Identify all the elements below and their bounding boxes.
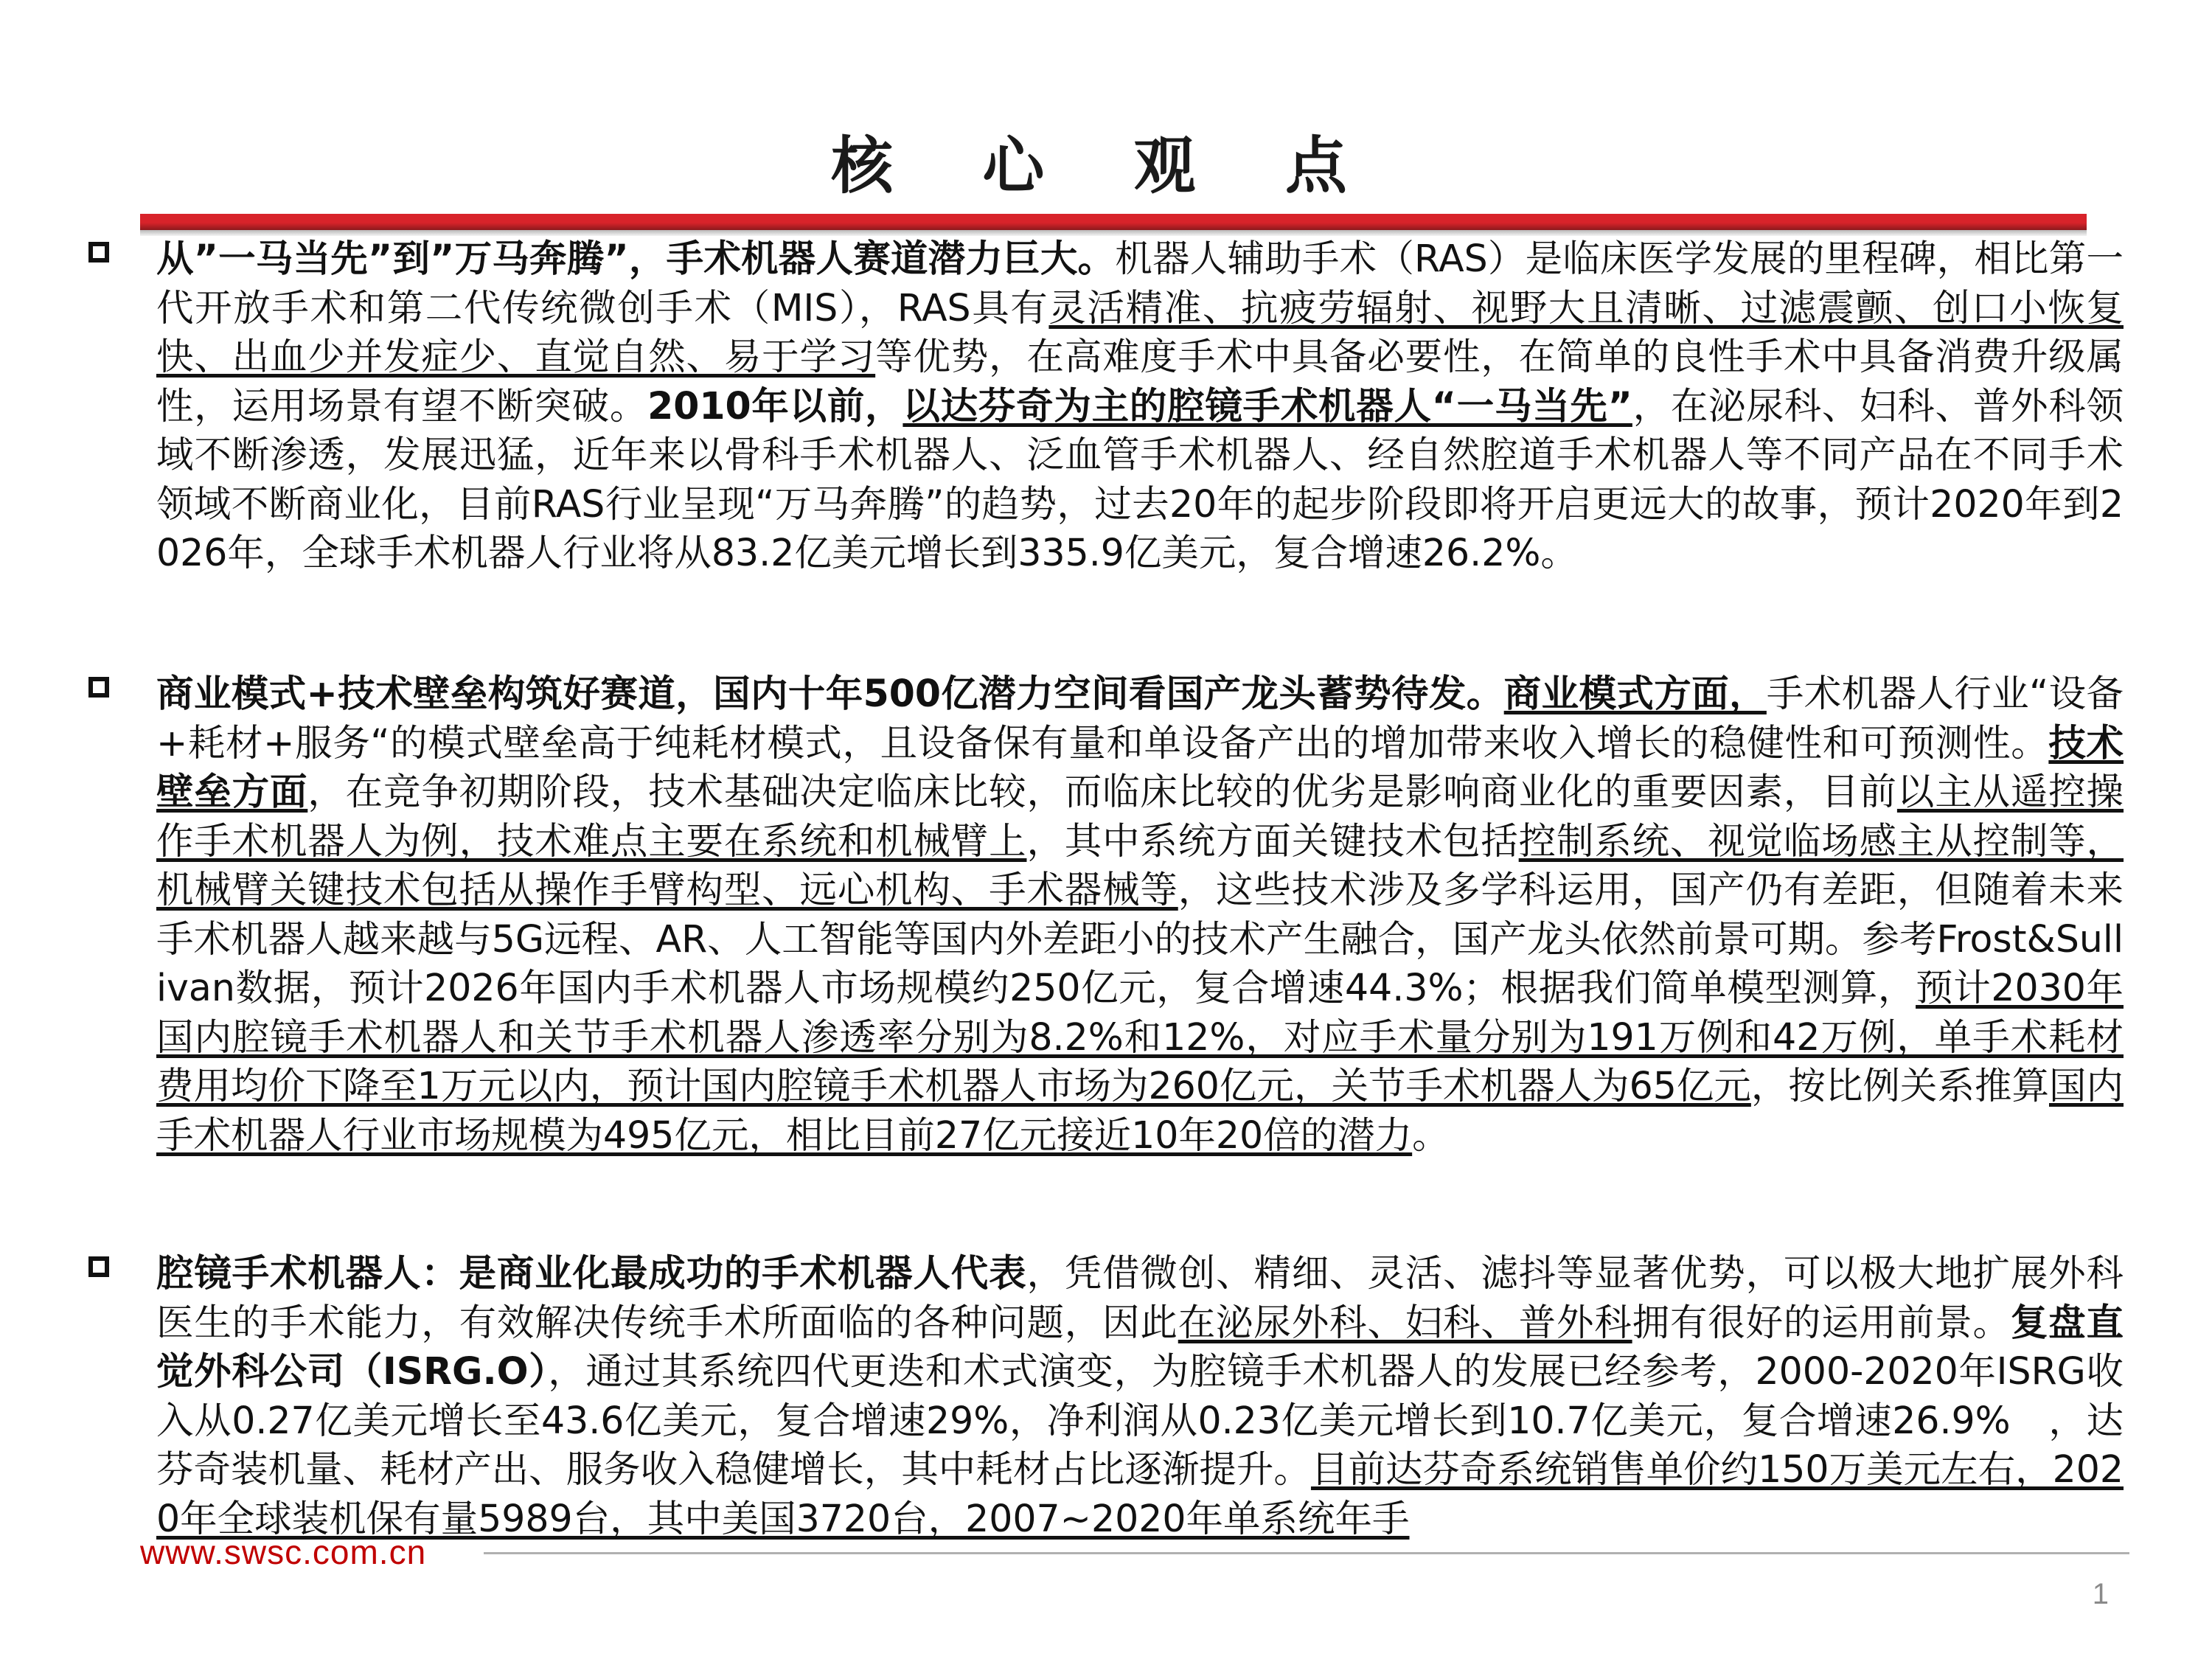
key-point-paragraph — [156, 1249, 2124, 1543]
text-run: ，凭借微创、精细、灵活、滤抖等显著优势，可以极大地扩展外科医生的手术能力，有效解决传统手术所面临的各种问题，因此 — [156, 1251, 2124, 1344]
text-run: 灵活精准、抗疲劳辐射、视野大且清晰、过滤震颤、创口小恢复快、出血少并发症少、直觉自然、易于学习 — [156, 285, 2124, 378]
text-run: ，通过其系统四代更迭和术式演变，为腔镜手术机器人的发展已经参考，2000-2020年ISRG收入从0.27亿美元增长至43.6亿美元，复合增速29%，净利润从0.23亿美元增长到10.7亿美元，复合增速26.9% ，达芬奇装机量、耗材产出、服务收入稳健增长，其中耗材占比逐渐提升。 — [156, 1349, 2124, 1491]
text-run: 国内手术机器人行业市场规模为495亿元，相比目前27亿元接近10年20倍的潜力 — [156, 1064, 2124, 1157]
text-run: 等优势，在高难度手术中具备必要性，在简单的良性手术中具备消费升级属性，运用场景有望不断突破。 — [156, 335, 2124, 428]
text-run: 以主从遥控操作手术机器人为例，技术难点主要在系统和机械臂上 — [156, 770, 2124, 863]
text-run: 。 — [1412, 1113, 1450, 1157]
key-point-paragraph — [156, 234, 2124, 578]
text-run: 商业模式+技术壁垒构筑好赛道，国内十年500亿潜力空间看国产龙头蓄势待发。 — [156, 672, 1504, 715]
text-run: 技术壁垒方面 — [156, 720, 2124, 813]
text-run: 在泌尿外科、妇科、普外科 — [1178, 1300, 1632, 1344]
key-point-paragraph — [156, 669, 2124, 1160]
text-run: 以达芬奇为主的腔镜手术机器人“一马当先” — [902, 383, 1632, 428]
footer-divider — [484, 1552, 2129, 1554]
text-run: 手术机器人行业“设备+耗材+服务“的模式壁垒高于纯耗材模式，且设备保有量和单设备产出的增加带来收入增长的稳健性和可预测性。 — [156, 672, 2124, 765]
text-run: 控制系统、视觉临场感主从控制等，机械臂关键技术包括从操作手臂构型、远心机构、手术器械等 — [156, 818, 2124, 911]
page-number: 1 — [2092, 1578, 2109, 1610]
page-title: 核 心 观 点 — [831, 130, 1381, 202]
text-run: ，在泌尿科、妇科、普外科领域不断渗透，发展迅猛，近年来以骨科手术机器人、泛血管手术机器人、经自然腔道手术机器人等不同产品在不同手术领域不断商业化，目前RAS行业呈现“万马奔腾”的趋势，过去20年的起步阶段即将开启更远大的故事，预计2020年到2026年，全球手术机器人行业将从83.2亿美元增长到335.9亿美元，复合增速26.2%。 — [156, 383, 2124, 574]
title-divider-bar — [140, 214, 2087, 230]
text-run: 目前达芬奇系统销售单价约150万美元左右，2020年全球装机保有量5989台，其中美国3720台，2007~2020年单系统年手 — [156, 1447, 2124, 1540]
text-run: 商业模式方面， — [1503, 672, 1767, 715]
square-bullet-icon — [88, 242, 109, 262]
text-run: ，在竞争初期阶段，技术基础决定临床比较，而临床比较的优劣是影响商业化的重要因素，目前 — [307, 770, 1897, 813]
text-run: 预计2030年国内腔镜手术机器人和关节手术机器人渗透率分别为8.2%和12%，对应手术量分别为191万例和42万例，单手术耗材费用均价下降至1万元以内，预计国内腔镜手术机器人市场为260亿元，关节手术机器人为65亿元 — [156, 966, 2124, 1107]
text-run: 从”一马当先”到”万马奔腾”，手术机器人赛道潜力巨大。 — [156, 237, 1116, 280]
text-run: 2010年以前， — [647, 383, 903, 428]
text-run: ，其中系统方面关键技术包括 — [1026, 818, 1519, 863]
text-run: ，这些技术涉及多学科运用，国产仍有差距，但随着未来手术机器人越来越与5G远程、AR、人工智能等国内外差距小的技术产生融合，国产龙头依然前景可期。参考Frost&Sullivan数据，预计2026年国内手术机器人市场规模约250亿元，复合增速44.3%；根据我们简单模型测算， — [156, 868, 2124, 1009]
text-run: 机器人辅助手术（RAS）是临床医学发展的里程碑，相比第一代开放手术和第二代传统微创手术（MIS），RAS具有 — [156, 237, 2124, 330]
square-bullet-icon — [88, 1256, 109, 1277]
square-bullet-icon — [88, 677, 109, 698]
text-run: ，按比例关系推算 — [1750, 1064, 2049, 1107]
text-run: 腔镜手术机器人：是商业化最成功的手术机器人代表 — [156, 1251, 1027, 1295]
footer-website-link[interactable]: www.swsc.com.cn — [140, 1533, 427, 1571]
text-run: 拥有很好的运用前景。 — [1632, 1300, 2011, 1344]
text-run: 复盘直觉外科公司（ISRG.O） — [156, 1300, 2124, 1393]
